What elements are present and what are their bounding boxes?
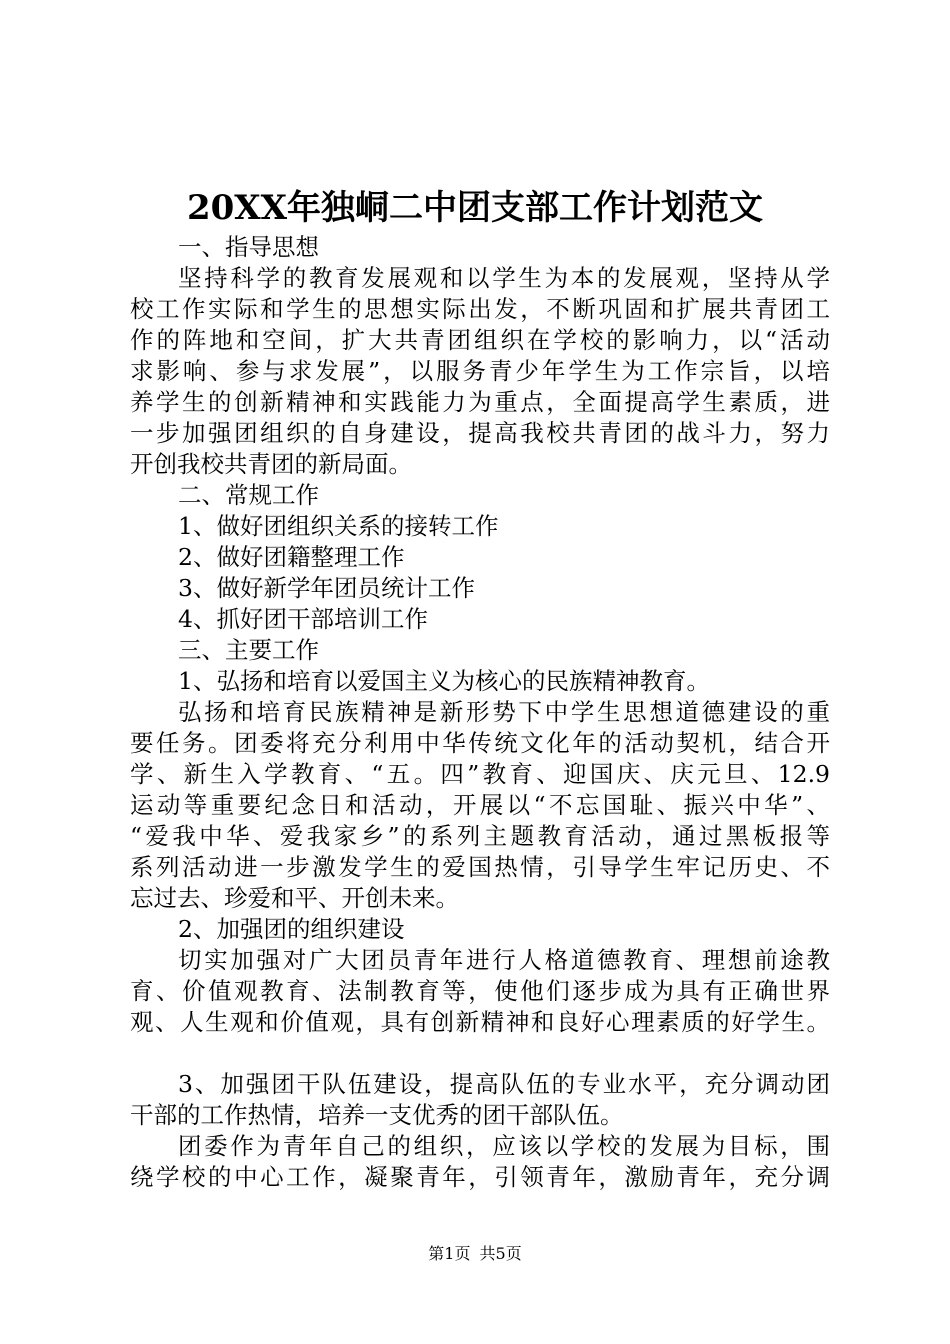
text-line: 开创我校共青团的新局面。 <box>130 450 412 478</box>
text-line: 团委作为青年自己的组织，应该以学校的发展为目标，围 <box>178 1132 830 1160</box>
text-line: 校工作实际和学生的思想实际出发，不断巩固和扩展共青团工 <box>130 295 830 323</box>
text-line: 3、加强团干队伍建设，提高队伍的专业水平，充分调动团 <box>178 1070 830 1098</box>
text-line: 一步加强团组织的自身建设，提高我校共青团的战斗力，努力 <box>130 419 830 447</box>
document-body <box>130 232 830 1193</box>
text-line: 干部的工作热情，培养一支优秀的团干部队伍。 <box>130 1101 624 1129</box>
text-line: 绕学校的中心工作，凝聚青年，引领青年，激励青年，充分调 <box>130 1163 830 1191</box>
text-line: 要任务。团委将充分利用中华传统文化年的活动契机，结合开 <box>130 729 830 757</box>
text-line: 3、做好新学年团员统计工作 <box>178 574 475 602</box>
text-line: 求影响、参与求发展”，以服务青少年学生为工作宗旨，以培 <box>130 357 830 385</box>
blank-line <box>130 1038 830 1069</box>
text-line: 育、价值观教育、法制教育等，使他们逐步成为具有正确世界 <box>130 977 830 1005</box>
page-footer <box>0 1243 950 1265</box>
text-line: 4、抓好团干部培训工作 <box>178 605 428 633</box>
text-line: 1、做好团组织关系的接转工作 <box>178 512 499 540</box>
text-line: 2、加强团的组织建设 <box>178 915 405 943</box>
text-line: “爱我中华、爱我家乡”的系列主题教育活动，通过黑板报等 <box>130 822 830 850</box>
text-line: 养学生的创新精神和实践能力为重点，全面提高学生素质，进 <box>130 388 830 416</box>
text-line: 观、人生观和价值观，具有创新精神和良好心理素质的好学生。 <box>130 1008 830 1036</box>
text-line: 运动等重要纪念日和活动，开展以“不忘国耻、振兴中华”、 <box>130 791 830 819</box>
text-line: 弘扬和培育民族精神是新形势下中学生思想道德建设的重 <box>178 698 830 726</box>
text-line: 切实加强对广大团员青年进行人格道德教育、理想前途教 <box>178 946 830 974</box>
text-line: 二、常规工作 <box>178 481 319 509</box>
text-line: 作的阵地和空间，扩大共青团组织在学校的影响力，以“活动 <box>130 326 830 354</box>
text-line: 系列活动进一步激发学生的爱国热情，引导学生牢记历史、不 <box>130 853 830 881</box>
text-line: 一、指导思想 <box>178 233 319 261</box>
text-line: 学、新生入学教育、“五。四”教育、迎国庆、庆元旦、12.9 <box>130 760 830 788</box>
text-line: 坚持科学的教育发展观和以学生为本的发展观，坚持从学 <box>178 264 830 292</box>
page-number: 第1页 <box>428 1244 471 1263</box>
text-line: 忘过去、珍爱和平、开创未来。 <box>130 884 459 912</box>
document-title: 20XX年独峒二中团支部工作计划范文 <box>186 188 764 228</box>
page-total: 共5页 <box>479 1244 522 1263</box>
text-line: 1、弘扬和培育以爱国主义为核心的民族精神教育。 <box>178 667 710 695</box>
text-line: 2、做好团籍整理工作 <box>178 543 405 571</box>
text-line: 三、主要工作 <box>178 636 319 664</box>
